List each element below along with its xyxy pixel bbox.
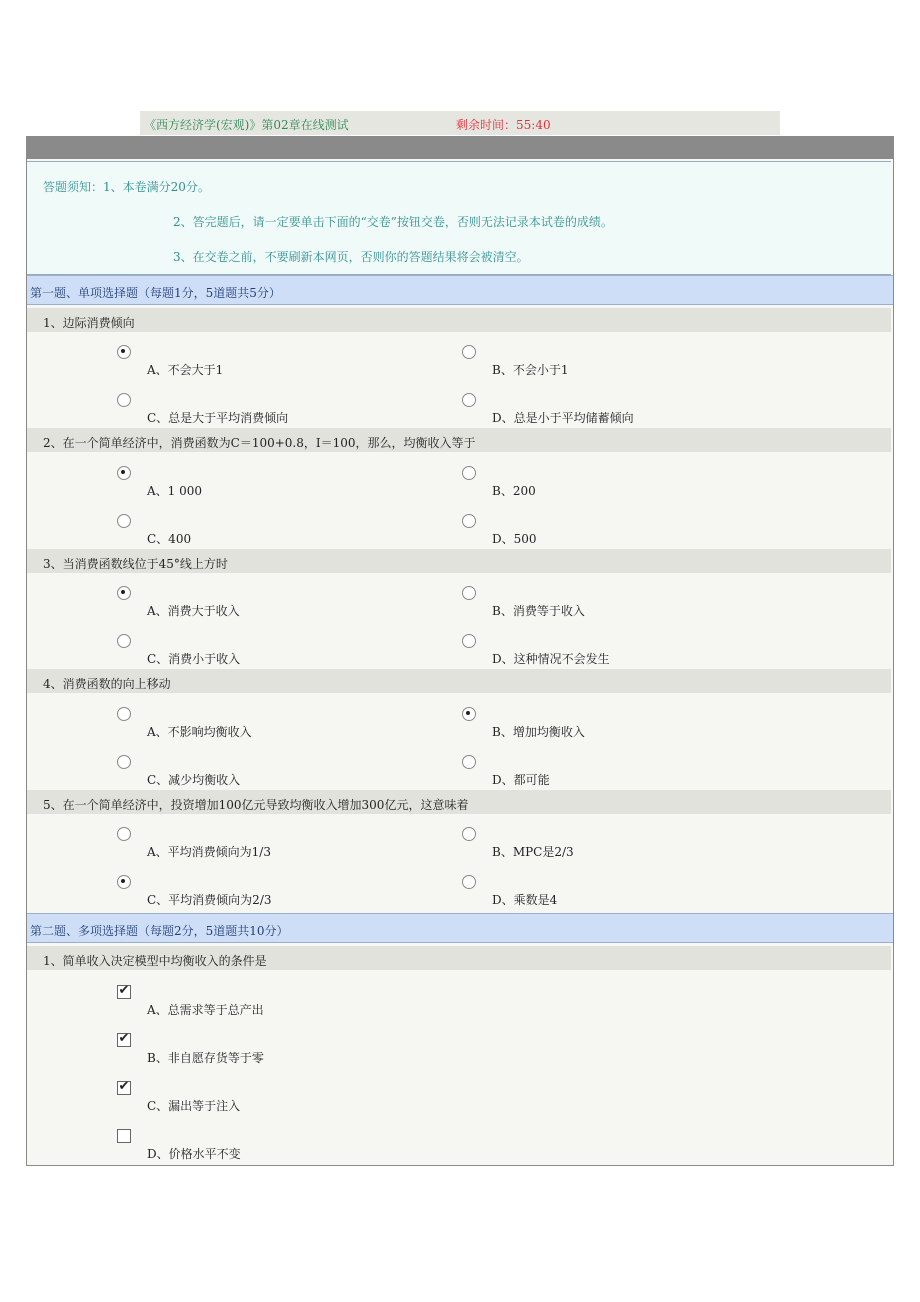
radio-icon[interactable]	[462, 393, 476, 407]
radio-selected-icon[interactable]	[117, 875, 131, 889]
quiz-panel: 答题须知：1、本卷满分20分。 2、答完题后，请一定要单击下面的“交卷”按钮交卷，否则无法记录本试卷的成绩。 3、在交卷之前，不要刷新本网页，否则你的答题结果将会被清空。 第一题、单项选择题（每题1分，5道题共5分） 1、边际消费倾向 A、不会大于1 B、不会小于1 C、总是大于平均消费倾向 D、总是小于平均储蓄倾向 2、在一个简单经济中，消费函数为C＝100+0.8，I＝100，那么，均衡收入等于 A、1 000 B、200 C、400 D、500 3、当消费函数线位于45°线上方时 A、消费大于收入 B、消费等于收入 C、消费小于收入 D、这种情况不会发生 4、消费函数的向上移动 A、不影响均衡收入 B、增加均衡收入 C、减少均衡收入 D、都可能 5、在一个简单经济中，投资增加100亿元导致均衡收入增加300亿元，这意味着 A、平均消费倾向为1/3 B、MPC是2/3 C、平均消费倾向为2/3 D、乘数是4 第二题、多项选择题（每题2分，5道题共10分） 1、简单收入决定模型中均衡收入的条件是 ✔ A、总需求等于总产出 ✔ B、非自愿存货等于零 ✔ C、漏出等于注入 D、价格水平不变	[26, 136, 894, 1166]
instruction-line-3: 3、在交卷之前，不要刷新本网页，否则你的答题结果将会被清空。	[173, 250, 529, 264]
radio-icon[interactable]	[462, 634, 476, 648]
question-2	[27, 428, 893, 452]
instruction-line-1: 答题须知：1、本卷满分20分。	[43, 180, 210, 194]
radio-icon[interactable]	[462, 875, 476, 889]
radio-icon[interactable]	[462, 755, 476, 769]
panel-header-bar	[27, 137, 893, 159]
question-5	[27, 790, 893, 814]
question-text: 4、消费函数的向上移动	[43, 677, 171, 691]
remaining-time: 剩余时间：55:40	[456, 118, 551, 132]
radio-selected-icon[interactable]	[117, 466, 131, 480]
checkbox-checked-icon[interactable]: ✔	[118, 1031, 130, 1046]
question-3	[27, 549, 893, 573]
question-text: 1、边际消费倾向	[43, 316, 135, 330]
radio-selected-icon[interactable]	[462, 707, 476, 721]
checkbox-icon[interactable]	[117, 1129, 131, 1143]
radio-icon[interactable]	[462, 827, 476, 841]
question-text: 2、在一个简单经济中，消费函数为C＝100+0.8，I＝100，那么，均衡收入等于	[43, 436, 476, 450]
radio-icon[interactable]	[462, 586, 476, 600]
multi-question-1	[27, 946, 893, 970]
question-text: 5、在一个简单经济中，投资增加100亿元导致均衡收入增加300亿元，这意味着	[43, 798, 469, 812]
radio-icon[interactable]	[117, 827, 131, 841]
radio-icon[interactable]	[462, 345, 476, 359]
question-text: 1、简单收入决定模型中均衡收入的条件是	[43, 954, 267, 968]
checkbox-checked-icon[interactable]: ✔	[118, 1079, 130, 1094]
checkbox-checked-icon[interactable]: ✔	[118, 983, 130, 998]
section-single-choice	[27, 275, 893, 305]
radio-icon[interactable]	[117, 634, 131, 648]
test-title: 《西方经济学(宏观)》第02章在线测试	[144, 118, 349, 132]
radio-icon[interactable]	[117, 755, 131, 769]
question-text: 3、当消费函数线位于45°线上方时	[43, 557, 228, 571]
question-1	[27, 308, 893, 332]
radio-icon[interactable]	[462, 466, 476, 480]
title-bar	[140, 111, 780, 135]
radio-selected-icon[interactable]	[117, 586, 131, 600]
instruction-line-2: 2、答完题后，请一定要单击下面的“交卷”按钮交卷，否则无法记录本试卷的成绩。	[173, 215, 613, 229]
section-label: 第二题、多项选择题（每题2分，5道题共10分）	[30, 924, 289, 938]
section-multiple-choice	[27, 913, 893, 943]
radio-selected-icon[interactable]	[117, 345, 131, 359]
radio-icon[interactable]	[117, 393, 131, 407]
radio-icon[interactable]	[117, 514, 131, 528]
question-4	[27, 669, 893, 693]
section-label: 第一题、单项选择题（每题1分，5道题共5分）	[30, 286, 281, 300]
instructions-box	[27, 161, 891, 275]
radio-icon[interactable]	[462, 514, 476, 528]
radio-icon[interactable]	[117, 707, 131, 721]
